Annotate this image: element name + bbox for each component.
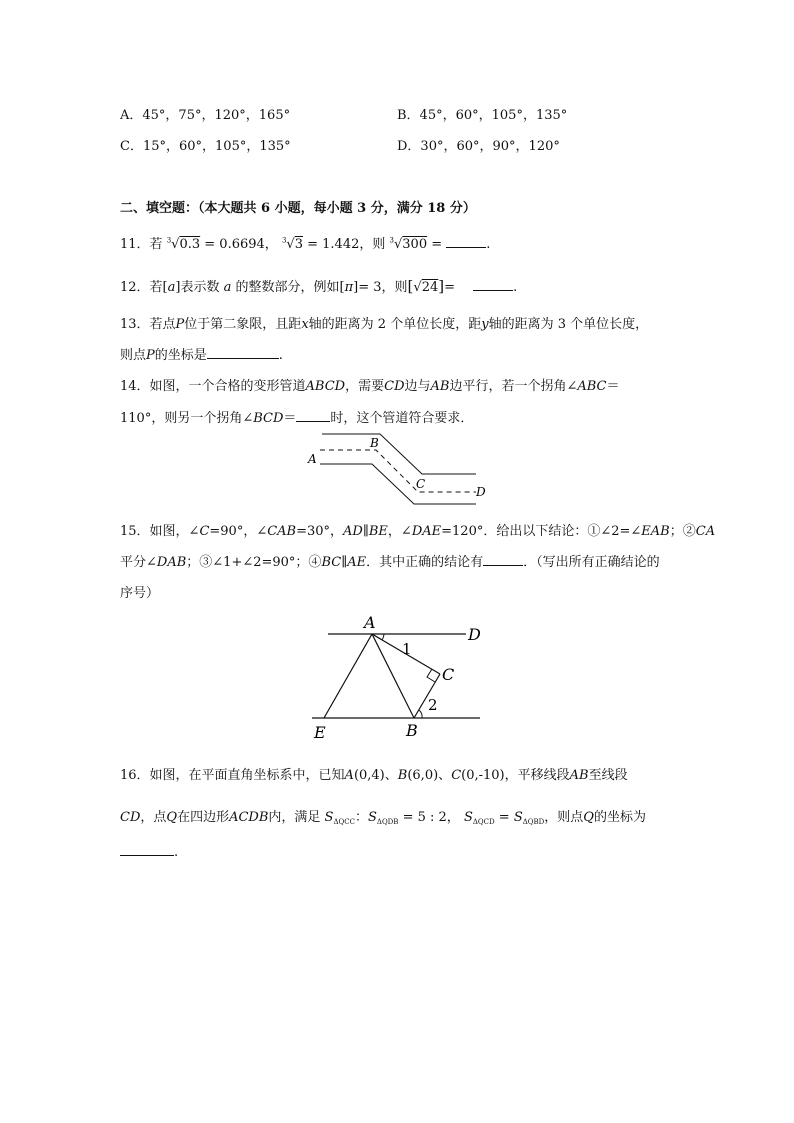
- q16-sep2: 、: [438, 768, 452, 783]
- segment-ae: [324, 634, 372, 718]
- fig15-label-c: C: [442, 665, 455, 684]
- q15-l2c: ∥: [341, 555, 348, 570]
- fig15-label-1: 1: [402, 640, 412, 658]
- q13-l2a: 则点: [120, 348, 147, 363]
- q12-p4: = 3，则: [358, 280, 408, 295]
- fig15-label-d: D: [468, 625, 481, 644]
- q13-l1a: 13．若点: [120, 317, 176, 332]
- q13-l1d: 轴的距离为 3 个单位长度，: [488, 317, 649, 332]
- question-13-line-1: [120, 313, 648, 332]
- q13-P2: P: [146, 348, 155, 363]
- q15-CAB: CAB: [267, 524, 297, 539]
- q16-sep1: 、: [384, 768, 398, 783]
- q16-Bv: (6,0): [407, 768, 439, 783]
- q14-l2c: 时，这个管道符合要求．: [330, 411, 474, 426]
- q16-l2b: ，点: [140, 810, 167, 825]
- q15-l1d: ∥: [362, 524, 369, 539]
- q11-radicand-1: 0.3: [179, 237, 201, 252]
- q15-l2e: ．（写出所有正确结论的: [523, 555, 660, 570]
- q16-l2d: 内，满足: [268, 810, 321, 825]
- q14-answer-blank[interactable]: [296, 409, 330, 422]
- pipe-bottom-edge: [320, 464, 476, 504]
- fig15-label-a: A: [364, 613, 376, 632]
- pipe-label-b: B: [370, 436, 379, 450]
- q16-l2f: 的坐标为: [593, 810, 646, 825]
- q13-l1b: 位于第二象限，且距: [184, 317, 302, 332]
- q15-l1f: =120°．给出以下结论：①∠2=∠: [441, 524, 642, 539]
- q15-AE: AE: [347, 555, 367, 570]
- q13-answer-blank[interactable]: [207, 346, 279, 359]
- q15-l1g: ；②: [669, 524, 696, 539]
- q16-S2: S: [367, 810, 377, 825]
- angle-1-arc: [382, 634, 384, 640]
- q16-colon: ：: [354, 810, 368, 825]
- q12-p2: 表示数: [180, 280, 220, 295]
- q16-Av: (0,4): [353, 768, 385, 783]
- q13-end: .: [278, 348, 283, 363]
- q14-l1c: 边与: [404, 379, 431, 394]
- q15-l2b: ；③∠1+∠2=90°；④: [186, 555, 322, 570]
- q15-BC: BC: [321, 555, 342, 570]
- q15-CA: CA: [695, 524, 716, 539]
- q12-a-in: a: [167, 280, 176, 295]
- question-16-line-2: [120, 806, 646, 826]
- q16-Cv: (0,-10): [461, 768, 505, 783]
- section-title: 二、填空题：（本大题共 6 小题，每小题 3 分，满分 18 分）: [120, 201, 476, 216]
- pipe-label-c: C: [416, 477, 426, 491]
- q16-s1: ΔQCC: [333, 818, 355, 826]
- question-11: [120, 233, 490, 252]
- q16-CD: CD: [120, 810, 141, 825]
- q11-radicand-2: 3: [294, 237, 303, 252]
- question-14-line-1: [120, 375, 620, 394]
- q15-DAE: DAE: [411, 524, 442, 539]
- q16-l1c: 至线段: [588, 768, 628, 783]
- question-13-line-2: [120, 344, 283, 363]
- q11-num: 11．若: [120, 237, 163, 252]
- q14-l1a: 14．如图，一个合格的变形管道: [120, 379, 306, 394]
- q15-l1c: =30°，: [296, 524, 344, 539]
- q14-l1d: 边平行，若一个拐角∠: [449, 379, 578, 394]
- q16-Q: Q: [166, 810, 178, 825]
- q12-bracket-close: ]: [438, 277, 445, 295]
- q11-eq2: = 1.442，则: [307, 237, 386, 252]
- q14-l2a: 110°，则另一个拐角∠: [120, 411, 254, 426]
- q15-DAB: DAB: [156, 555, 187, 570]
- q16-answer-blank[interactable]: [120, 843, 174, 856]
- q16-AB: AB: [569, 768, 589, 783]
- question-16-line-3: [120, 843, 178, 860]
- q15-answer-blank[interactable]: [483, 553, 523, 566]
- q16-l1b: ，平移线段: [504, 768, 570, 783]
- q12-radicand: 24: [421, 280, 439, 295]
- q11-end: .: [486, 237, 491, 252]
- q11-cuberoot-3: $^3$√300: [389, 236, 428, 252]
- q16-s4: ΔQBD: [522, 818, 545, 826]
- q14-pipe-figure: [300, 428, 490, 510]
- q12-bracket-pi: [π]: [339, 280, 359, 295]
- q16-s3: ΔQCD: [472, 818, 495, 826]
- q16-ACDB: ACDB: [229, 810, 269, 825]
- choice-b: B．45°，60°，105°，135°: [397, 108, 568, 123]
- q11-eq3: =: [431, 237, 443, 252]
- q12-a-var: a: [223, 280, 232, 295]
- q16-B: B: [397, 768, 408, 783]
- q12-bracket-root: [: [407, 277, 414, 295]
- question-15-line-2: [120, 551, 660, 570]
- q16-C: C: [451, 768, 462, 783]
- q15-EAB: EAB: [641, 524, 670, 539]
- q15-BE: BE: [368, 524, 388, 539]
- q12-p5: =: [444, 280, 456, 295]
- q15-l1a: 15．如图，∠: [120, 524, 200, 539]
- q14-l1b: ，需要: [345, 379, 385, 394]
- choice-c: C．15°，60°，105°，135°: [120, 139, 291, 154]
- q15-l2a: 平分∠: [120, 555, 157, 570]
- q12-answer-blank[interactable]: [473, 278, 513, 291]
- q16-Q2: Q: [583, 810, 594, 825]
- choice-d: D．30°，60°，90°，120°: [397, 139, 560, 154]
- q11-radicand-3: 300: [402, 237, 428, 252]
- q15-AD: AD: [343, 524, 363, 539]
- q15-l2d: ．其中正确的结论有: [366, 555, 484, 570]
- q16-A: A: [344, 768, 354, 783]
- q16-end: .: [174, 845, 179, 860]
- q13-x: x: [301, 317, 309, 332]
- q14-l2b: ＝: [283, 411, 297, 426]
- q13-l2b: 的坐标是: [154, 348, 207, 363]
- q16-l1a: 16．如图，在平面直角坐标系中，已知: [120, 768, 345, 783]
- q14-abcd: ABCD: [305, 379, 346, 394]
- q16-S1: S: [324, 810, 334, 825]
- question-14-line-2: [120, 407, 473, 426]
- q11-eq1: = 0.6694，: [204, 237, 278, 252]
- q14-abc: ABC: [577, 379, 607, 394]
- fig15-label-e: E: [314, 723, 326, 742]
- pipe-top-edge: [322, 434, 476, 474]
- q12-p3: 的整数部分，例如: [235, 280, 340, 295]
- q13-y: y: [481, 317, 489, 332]
- q11-answer-blank[interactable]: [446, 235, 486, 248]
- q15-l1b: =90°，∠: [209, 524, 268, 539]
- q15-geometry-figure: [300, 606, 500, 750]
- q14-bcd: BCD: [253, 411, 284, 426]
- pipe-label-a: A: [308, 452, 317, 466]
- q16-eqs: =: [498, 810, 510, 825]
- q12-p1: 12．若: [120, 280, 163, 295]
- angle-2-arc: [419, 710, 422, 718]
- pipe-label-d: D: [476, 485, 486, 499]
- question-12: [120, 276, 517, 295]
- q13-P: P: [175, 317, 185, 332]
- pipe-centerline: [320, 450, 476, 492]
- q16-s2: ΔQDB: [376, 818, 399, 826]
- q15-l1e: ，∠: [387, 524, 412, 539]
- q14-l1e: ＝: [606, 379, 620, 394]
- q16-S4: S: [513, 810, 523, 825]
- q16-ratio: = 5 : 2，: [402, 810, 460, 825]
- q11-cuberoot-1: $^3$√0.3: [166, 236, 201, 252]
- q11-cuberoot-2: $^3$√3: [281, 236, 303, 252]
- q12-end: .: [513, 280, 518, 295]
- q12-bracket-a: [a]: [162, 280, 181, 295]
- q16-l2c: 在四边形: [177, 810, 230, 825]
- q16-l2e: ，则点: [544, 810, 584, 825]
- q13-l1c: 轴的距离为 2 个单位长度，距: [308, 317, 482, 332]
- question-16-line-1: [120, 764, 628, 783]
- q12-pi: π: [344, 280, 354, 295]
- fig15-label-b: B: [406, 721, 418, 740]
- question-15-line-3: 序号）: [120, 586, 160, 601]
- q16-S3: S: [463, 810, 473, 825]
- q14-ab: AB: [430, 379, 450, 394]
- q12-sqrt: √24: [413, 280, 439, 295]
- choice-a: A．45°，75°，120°，165°: [120, 108, 291, 123]
- q15-C: C: [199, 524, 210, 539]
- q14-cd: CD: [384, 379, 405, 394]
- fig15-label-2: 2: [428, 696, 438, 714]
- question-15-line-1: [120, 520, 715, 539]
